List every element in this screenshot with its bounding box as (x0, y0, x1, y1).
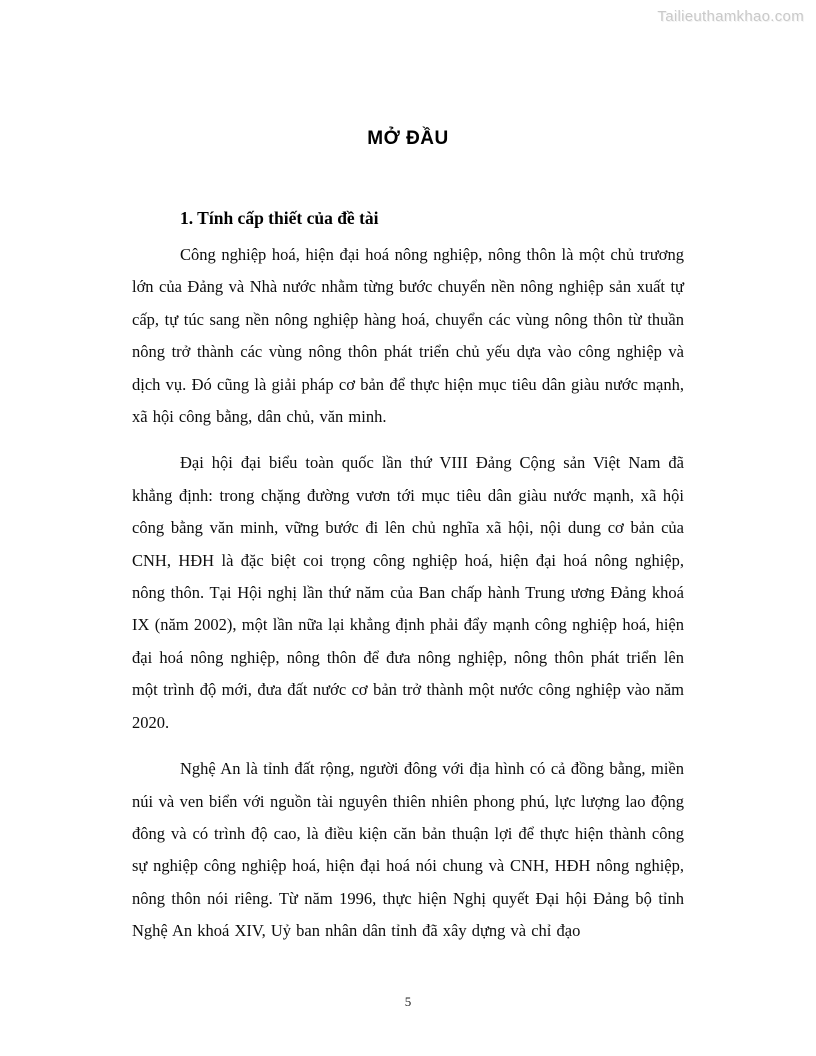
paragraph-3: Nghệ An là tỉnh đất rộng, người đông với địa hình có cả đồng bằng, miền núi và ven biển với nguồn tài nguyên thiên nhiên phong phú, lực lượng lao động đông và có trình độ cao, là điều kiện căn bản thuận lợi để thực hiện thành công sự nghiệp công nghiệp hoá, hiện đại hoá nói chung và CNH, HĐH nông nghiệp, nông thôn nói riêng. Từ năm 1996, thực hiện Nghị quyết Đại hội Đảng bộ tỉnh Nghệ An khoá XIV, Uỷ ban nhân dân tỉnh đã xây dựng và chỉ đạo (132, 759, 684, 941)
watermark-text: Tailieuthamkhao.com (657, 8, 804, 25)
page-number: 5 (404, 994, 412, 1009)
document-content (132, 128, 684, 948)
section-heading: 1. Tính cấp thiết của đề tài (180, 208, 379, 228)
paragraph-1: Công nghiệp hoá, hiện đại hoá nông nghiệp, nông thôn là một chủ trương lớn của Đảng và Nhà nước nhằm từng bước chuyển nền nông nghiệp sản xuất tự cấp, tự túc sang nền nông nghiệp hàng hoá, chuyển các vùng nông thôn từ thuần nông trở thành các vùng nông thôn phát triển chủ yếu dựa vào công nghiệp và dịch vụ. Đó cũng là giải pháp cơ bản để thực hiện mục tiêu dân giàu nước mạnh, xã hội công bằng, dân chủ, văn minh. (132, 245, 684, 427)
page-title: MỞ ĐẦU (367, 128, 449, 149)
paragraph-2: Đại hội đại biểu toàn quốc lần thứ VIII Đảng Cộng sản Việt Nam đã khẳng định: trong chặng đường vươn tới mục tiêu dân giàu nước mạnh, xã hội công bằng văn minh, vững bước đi lên chủ nghĩa xã hội, nội dung cơ bản của CNH, HĐH là đặc biệt coi trọng công nghiệp hoá, hiện đại hoá nông nghiệp, nông thôn. Tại Hội nghị lần thứ năm của Ban chấp hành Trung ương Đảng khoá IX (năm 2002), một lần nữa lại khẳng định phải đẩy mạnh công nghiệp hoá, hiện đại hoá nông nghiệp, nông thôn để đưa nông nghiệp, nông thôn phát triển lên một trình độ mới, đưa đất nước cơ bản trở thành một nước công nghiệp vào năm 2020. (132, 453, 684, 732)
